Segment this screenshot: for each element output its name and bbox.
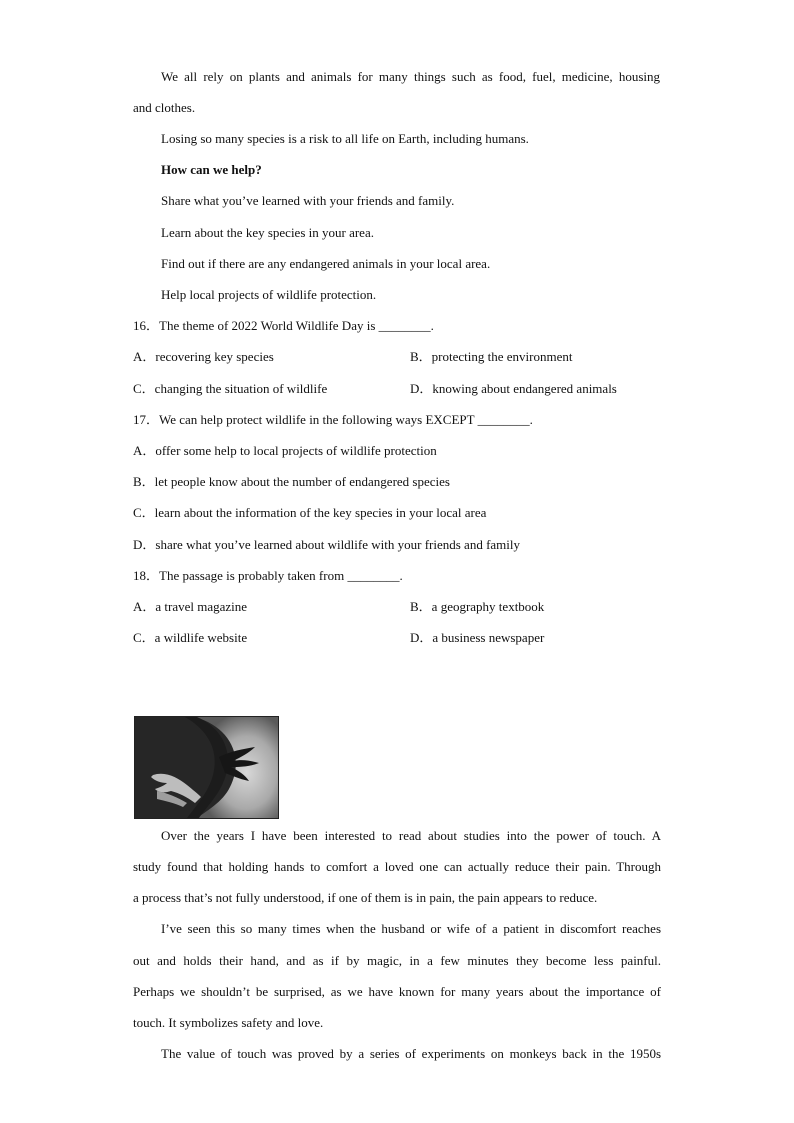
question-17-option-d: D．share what you’ve learned about wildlife with your friends and family: [133, 537, 520, 552]
tip-item: Help local projects of wildlife protection.: [161, 287, 377, 302]
tip-item: Learn about the key species in your area.: [161, 225, 374, 240]
question-16-stem: 16．The theme of 2022 World Wildlife Day is ________.: [133, 318, 434, 333]
passage2-line: a process that’s not fully understood, if one of them is in pain, the pain appears to reduce.: [133, 890, 598, 905]
question-16-option-c: C．changing the situation of wildlife: [133, 381, 328, 396]
passage2-line: study found that holding hands to comfort a loved one can actually reduce their pain. Through: [133, 859, 661, 874]
passage1-p1-line1: We all rely on plants and animals for many things such as food, fuel, medicine, housing: [161, 69, 660, 84]
passage2-line: Over the years I have been interested to read about studies into the power of touch. A: [161, 828, 661, 843]
question-18-stem: 18．The passage is probably taken from ________.: [133, 568, 403, 583]
passage1-p1-line2: and clothes.: [133, 100, 196, 115]
question-17-option-a: A．offer some help to local projects of wildlife protection: [133, 443, 437, 458]
tip-item: Share what you’ve learned with your friends and family.: [161, 193, 455, 208]
section-heading: How can we help?: [161, 162, 262, 177]
passage2-line: Perhaps we shouldn’t be surprised, as we have known for many years about the importance of: [133, 984, 661, 999]
passage2-line: touch. It symbolizes safety and love.: [133, 1015, 324, 1030]
hands-photo: [134, 716, 279, 819]
question-16-option-d: D．knowing about endangered animals: [410, 381, 617, 396]
question-18-option-a: A．a travel magazine: [133, 599, 248, 614]
passage1-p2: Losing so many species is a risk to all life on Earth, including humans.: [161, 131, 529, 146]
passage2-line: I’ve seen this so many times when the husband or wife of a patient in discomfort reaches: [161, 921, 661, 936]
passage2-line: The value of touch was proved by a series of experiments on monkeys back in the 1950s: [161, 1046, 661, 1061]
question-17-option-b: B．let people know about the number of endangered species: [133, 474, 450, 489]
question-18-option-d: D．a business newspaper: [410, 630, 545, 645]
question-17-stem: 17．We can help protect wildlife in the following ways EXCEPT ________.: [133, 412, 533, 427]
question-18-option-c: C．a wildlife website: [133, 630, 248, 645]
tip-item: Find out if there are any endangered animals in your local area.: [161, 256, 491, 271]
question-16-option-b: B．protecting the environment: [410, 349, 573, 364]
question-18-option-b: B．a geography textbook: [410, 599, 545, 614]
question-17-option-c: C．learn about the information of the key species in your local area: [133, 505, 487, 520]
question-16-option-a: A．recovering key species: [133, 349, 274, 364]
passage2-line: out and holds their hand, and as if by magic, in a few minutes they become less painful.: [133, 953, 661, 968]
